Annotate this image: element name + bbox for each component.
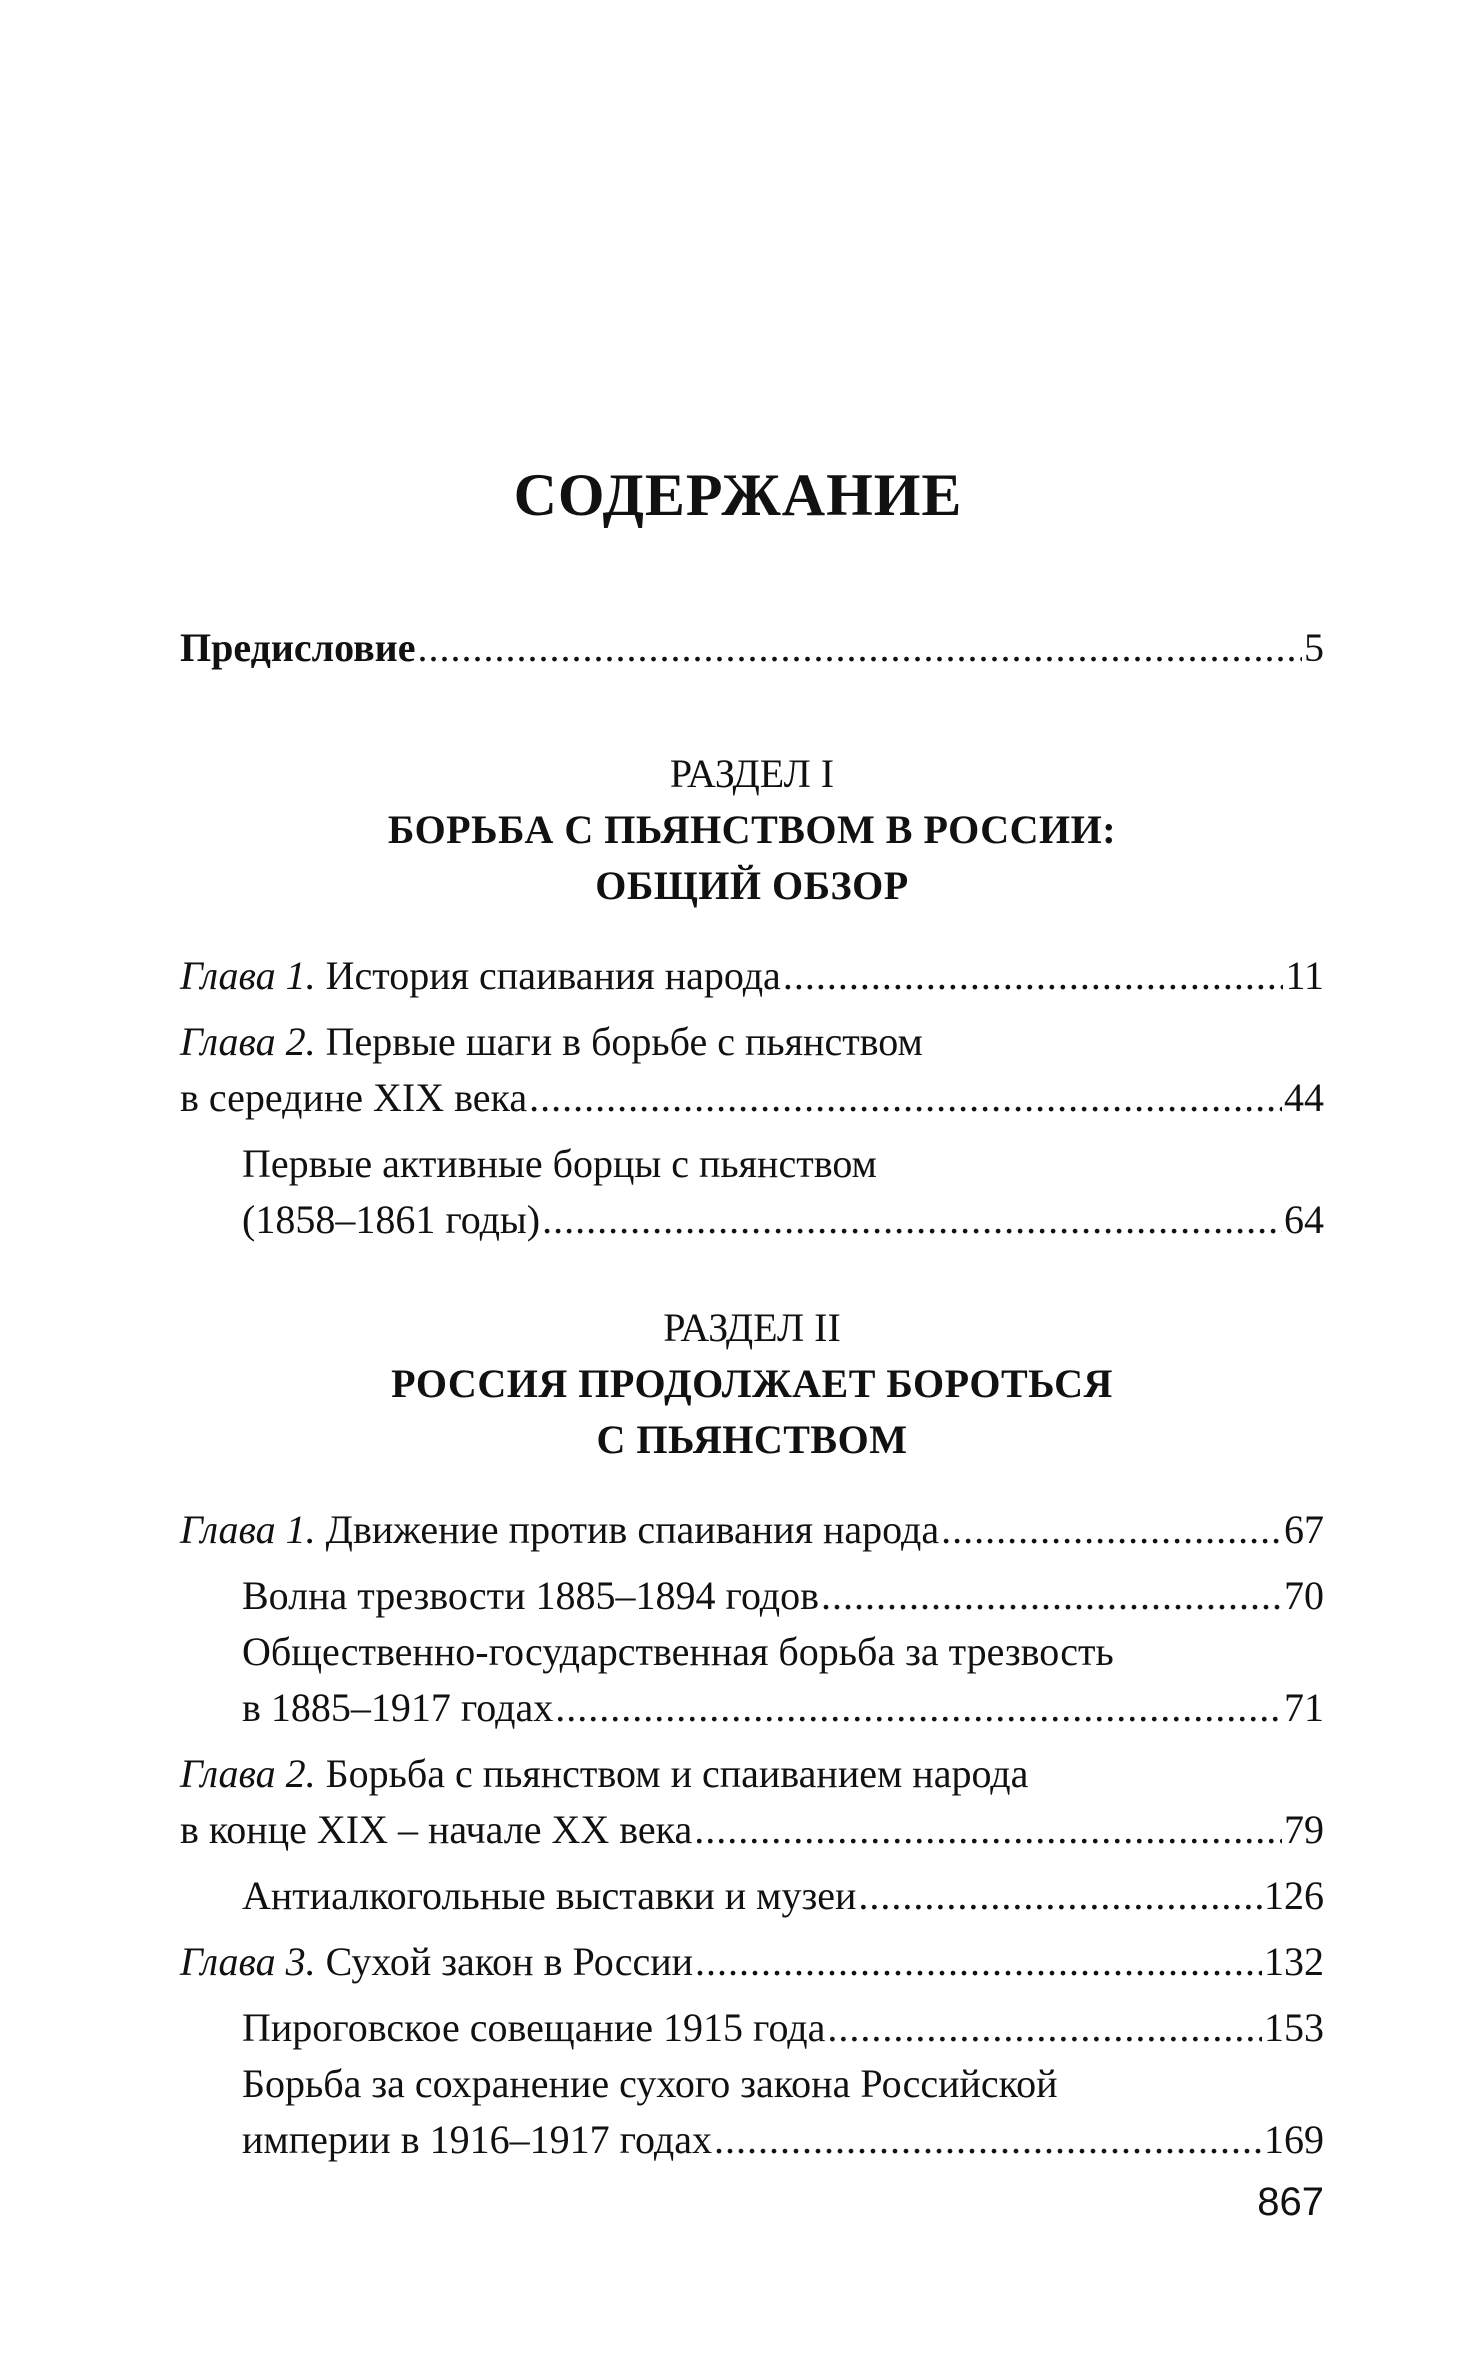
dot-leader: [858, 1868, 1262, 1924]
chapter-label: Глава 2.: [180, 1751, 316, 1796]
toc-entry[interactable]: [180, 1868, 1324, 1924]
toc-entry-text: Волна трезвости 1885–1894 годов: [242, 1573, 820, 1618]
dot-leader: [695, 1934, 1262, 1990]
table-of-contents: [180, 620, 1324, 2168]
toc-page-number: 64: [1284, 1197, 1324, 1242]
dot-leader: [827, 2000, 1262, 2056]
toc-entry-text: Предисловие: [180, 625, 416, 670]
toc-entry[interactable]: [180, 1746, 1324, 1858]
toc-entry-text: в середине XIX века: [180, 1075, 528, 1120]
toc-entry-text: Пироговское совещание 1915 года: [242, 2005, 826, 2050]
toc-entry-text: Первые шаги в борьбе с пьянством: [325, 1019, 923, 1064]
toc-page-number: 70: [1284, 1573, 1324, 1618]
dot-leader: [783, 948, 1284, 1004]
dot-leader: [542, 1192, 1282, 1248]
toc-page-number: 126: [1264, 1873, 1324, 1918]
toc-entry[interactable]: [180, 948, 1324, 1004]
toc-entry-text: Первые активные борцы с пьянством: [242, 1141, 877, 1186]
toc-entry[interactable]: [180, 1624, 1324, 1736]
toc-entry[interactable]: [180, 1934, 1324, 1990]
toc-entry[interactable]: [180, 1502, 1324, 1558]
dot-leader: [941, 1502, 1282, 1558]
toc-page-number: 5: [1304, 625, 1324, 670]
section-title-line: РОССИЯ ПРОДОЛЖАЕТ БОРОТЬСЯ: [391, 1361, 1113, 1406]
toc-entry-text: Общественно-государственная борьба за трезвость: [242, 1629, 1114, 1674]
toc-page-number: 169: [1264, 2117, 1324, 2162]
toc-entry-text: в конце XIX – начале XX века: [180, 1807, 693, 1852]
section-title-line: БОРЬБА С ПЬЯНСТВОМ В РОССИИ:: [387, 807, 1117, 852]
chapter-label: Глава 1.: [180, 953, 316, 998]
toc-page-number: 67: [1284, 1507, 1324, 1552]
page-number: 867: [1257, 2180, 1324, 2224]
chapter-label: Глава 2.: [180, 1019, 316, 1064]
section-heading: [180, 1300, 1324, 1468]
section-title-line: ОБЩИЙ ОБЗОР: [595, 863, 909, 908]
dot-leader: [821, 1568, 1282, 1624]
toc-entry-text: Сухой закон в России: [325, 1939, 694, 1984]
dot-leader: [529, 1070, 1282, 1126]
toc-entry[interactable]: [180, 2056, 1324, 2168]
toc-entry-text: в 1885–1917 годах: [242, 1685, 554, 1730]
chapter-label: Глава 1.: [180, 1507, 316, 1552]
section-number: РАЗДЕЛ II: [663, 1305, 841, 1350]
toc-entry-text: Борьба за сохранение сухого закона Российской: [242, 2061, 1058, 2106]
toc-entry[interactable]: [180, 1136, 1324, 1248]
toc-entry-text: Движение против спаивания народа: [325, 1507, 940, 1552]
toc-entry[interactable]: [180, 1014, 1324, 1126]
toc-entry[interactable]: [180, 1568, 1324, 1624]
toc-page-number: 44: [1284, 1075, 1324, 1120]
page-title: СОДЕРЖАНИЕ: [513, 462, 963, 528]
chapter-label: Глава 3.: [180, 1939, 316, 1984]
section-number: РАЗДЕЛ I: [669, 751, 835, 796]
toc-page-number: 132: [1264, 1939, 1324, 1984]
toc-entry-text: империи в 1916–1917 годах: [242, 2117, 712, 2162]
toc-page-number: 11: [1285, 953, 1324, 998]
toc-entry-text: История спаивания народа: [325, 953, 781, 998]
toc-page-number: 71: [1284, 1685, 1324, 1730]
toc-entry-text: Антиалкогольные выставки и музеи: [242, 1873, 857, 1918]
section-title-line: С ПЬЯНСТВОМ: [596, 1417, 908, 1462]
toc-entry-text: Борьба с пьянством и спаиванием народа: [325, 1751, 1029, 1796]
dot-leader: [714, 2112, 1262, 2168]
dot-leader: [694, 1802, 1282, 1858]
toc-page-number: 79: [1284, 1807, 1324, 1852]
toc-entry[interactable]: [180, 2000, 1324, 2056]
toc-page-number: 153: [1264, 2005, 1324, 2050]
dot-leader: [417, 620, 1302, 676]
toc-entry-text: (1858–1861 годы): [242, 1197, 541, 1242]
dot-leader: [555, 1680, 1282, 1736]
toc-entry-preface[interactable]: [180, 620, 1324, 676]
section-heading: [180, 746, 1324, 914]
